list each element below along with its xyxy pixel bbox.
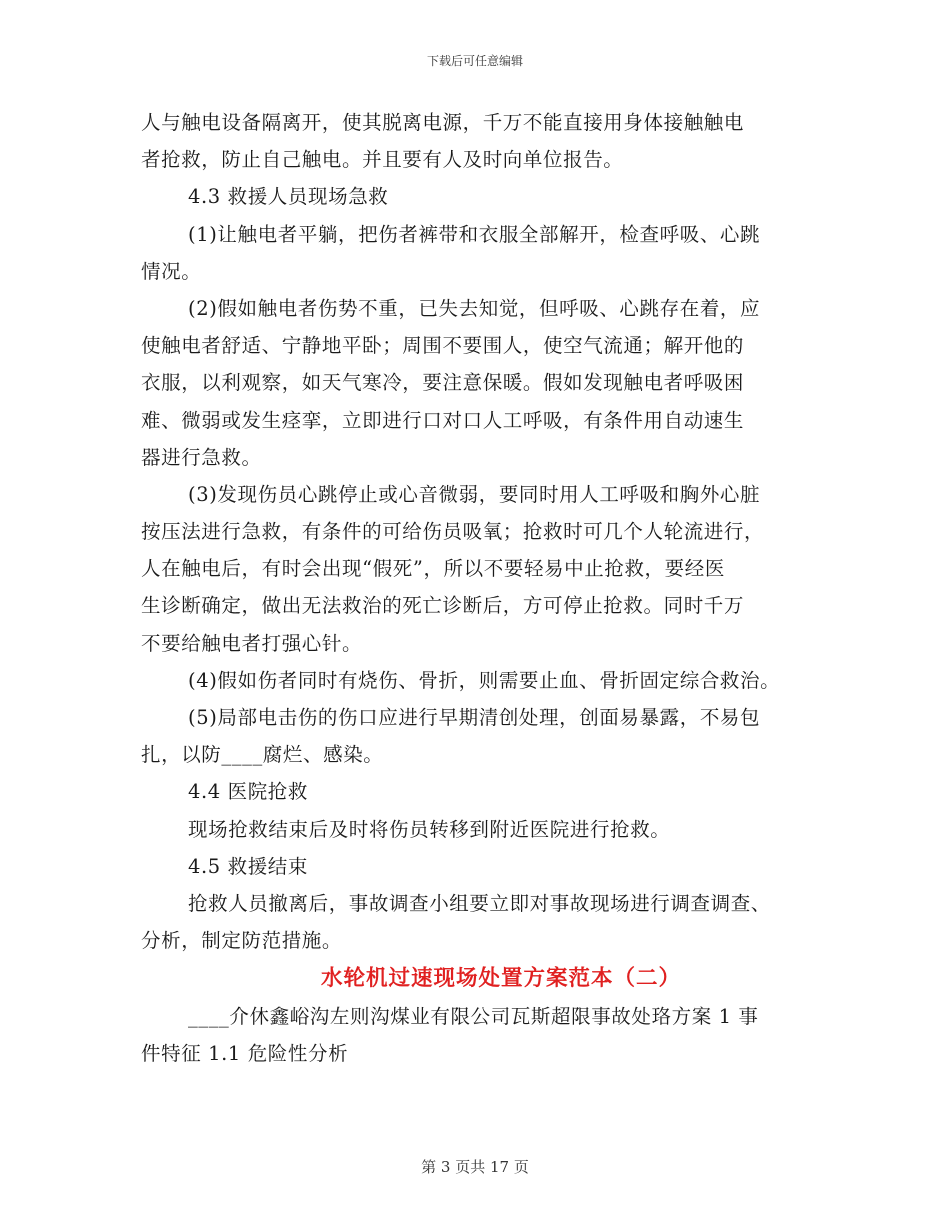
text-line: 现场抢救结束后及时将伤员转移到附近医院进行抢救。	[188, 817, 671, 841]
text-line: 件特征 1.1 危险性分析	[141, 1041, 349, 1065]
text-line: (4)假如伤者同时有烧伤、骨折，则需要止血、骨折固定综合救治。	[188, 668, 781, 692]
text-line: 情况。	[141, 259, 202, 283]
text-line: (3)发现伤员心跳停止或心音微弱，要同时用人工呼吸和胸外心脏	[188, 482, 761, 506]
text-line: 4.3 救援人员现场急救	[188, 185, 389, 209]
paragraphs-before-title	[141, 104, 821, 959]
page-footer: 第 3 页共 17 页	[421, 1158, 529, 1176]
text-line: 4.5 救援结束	[188, 854, 309, 878]
text-line: 衣服，以利观察，如天气寒冷，要注意保暖。假如发现触电者呼吸困	[141, 371, 745, 395]
text-line: 分析，制定防范措施。	[141, 929, 343, 953]
text-line: 器进行急救。	[141, 445, 262, 469]
text-line: 者抢救，防止自己触电。并且要有人及时向单位报告。	[141, 148, 624, 172]
text-line: 使触电者舒适、宁静地平卧；周围不要围人，使空气流通；解开他的	[141, 334, 745, 358]
section-title: 水轮机过速现场处置方案范本（二）	[320, 966, 681, 992]
paragraphs-after-title	[141, 998, 821, 1072]
text-line: 人与触电设备隔离开，使其脱离电源，千万不能直接用身体接触触电	[141, 111, 745, 134]
text-line: 难、微弱或发生痉挛，立即进行口对口人工呼吸，有条件用自动速生	[141, 408, 745, 432]
text-line: 抢救人员撤离后，事故调查小组要立即对事故现场进行调查调查、	[188, 891, 771, 915]
text-line: 人在触电后，有时会出现“假死”，所以不要轻易中止抢救，要经医	[141, 557, 725, 581]
text-line: (5)局部电击伤的伤口应进行早期清创处理，创面易暴露，不易包	[188, 706, 761, 729]
text-line: ____介休鑫峪沟左则沟煤业有限公司瓦斯超限事故处珞方案 1 事	[188, 1004, 759, 1028]
page-header: 下载后可任意编辑	[426, 54, 523, 68]
text-line: (2)假如触电者伤势不重，已失去知觉，但呼吸、心跳存在着，应	[188, 296, 761, 320]
text-line: 扎，以防____腐烂、感染。	[141, 743, 384, 767]
document-body	[141, 104, 821, 1072]
text-line: 生诊断确定，做出无法救治的死亡诊断后，方可停止抢救。同时千万	[141, 594, 745, 618]
text-line: 4.4 医院抢救	[188, 780, 309, 804]
text-line: 不要给触电者打强心针。	[141, 631, 363, 655]
text-line: 按压法进行急救，有条件的可给伤员吸氧；抢救时可几个人轮流进行，	[141, 520, 765, 544]
text-line: (1)让触电者平躺，把伤者裤带和衣服全部解开，检查呼吸、心跳	[188, 222, 761, 246]
